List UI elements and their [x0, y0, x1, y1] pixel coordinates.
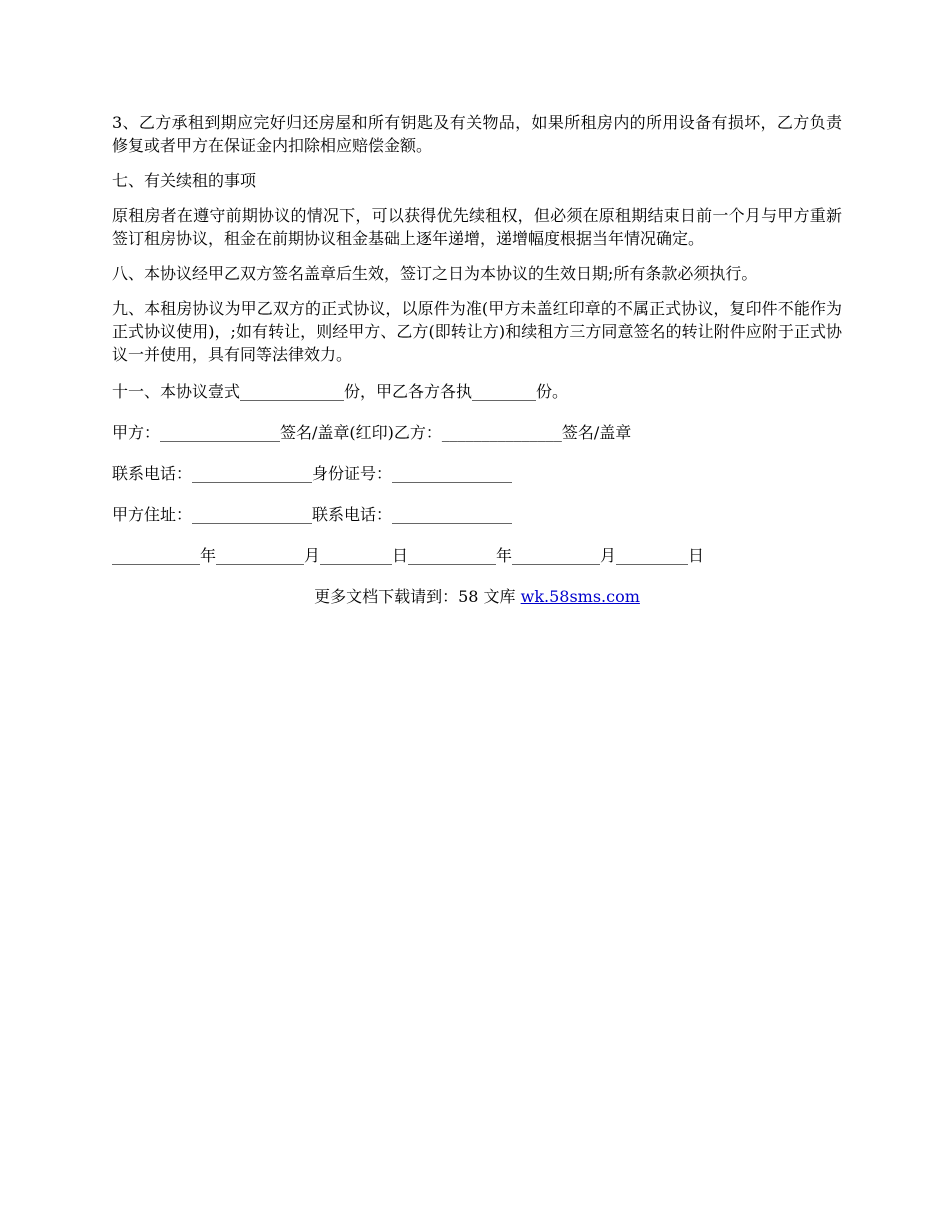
document-page: [112, 111, 842, 608]
copies-line: 十一、本协议壹式_____________份，甲乙各方各执________份。: [112, 382, 569, 401]
address-contact-line: 甲方住址：_______________联系电话：_______________: [112, 505, 513, 524]
footer-link[interactable]: wk.58sms.com: [520, 587, 640, 606]
download-footer: [112, 585, 842, 608]
clause-effective-date: 八、本协议经甲乙双方签名盖章后生效，签订之日为本协议的生效日期;所有条款必须执行。: [112, 264, 758, 283]
date-line: ___________年___________月_________日___________年___________月_________日: [112, 546, 704, 565]
signature-line: 甲方：_______________签名/盖章(红印)乙方：_______________签名/盖章: [112, 423, 632, 442]
clause-formal-agreement: 九、本租房协议为甲乙双方的正式协议，以原件为准(甲方未盖红印章的不属正式协议，复印件不能作为正式协议使用)，;如有转让，则经甲方、乙方(即转让方)和续租方三方同意签名的转让附件应附于正式协议一并使用，具有同等法律效力。: [112, 299, 842, 364]
clause-renewal-priority: 原租房者在遵守前期协议的情况下，可以获得优先续租权，但必须在原租期结束日前一个月与甲方重新签订租房协议，租金在前期协议租金基础上逐年递增，递增幅度根据当年情况确定。: [112, 206, 842, 248]
contact-id-line: 联系电话：_______________身份证号：_______________: [112, 464, 513, 483]
section-heading-renewal: 七、有关续租的事项: [112, 171, 257, 190]
footer-prefix: 更多文档下载请到：58 文库: [314, 587, 521, 606]
clause-return-property: 3、乙方承租到期应完好归还房屋和所有钥匙及有关物品，如果所租房内的所用设备有损坏，乙方负责修复或者甲方在保证金内扣除相应赔偿金额。: [112, 113, 842, 155]
